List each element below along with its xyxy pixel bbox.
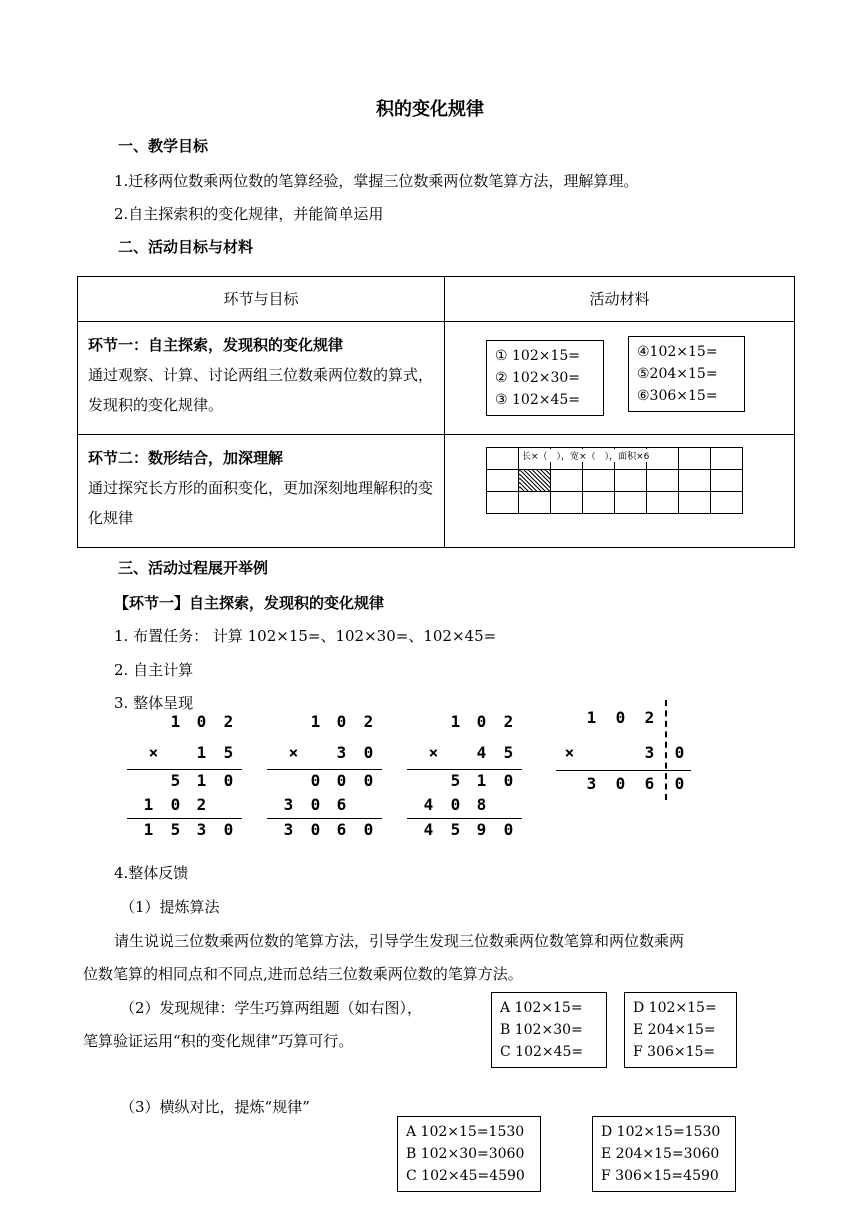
step-2: 2. 自主计算 (114, 661, 194, 679)
goal-item-2: 2.自主探索积的变化规律，并能简单运用 (114, 205, 384, 223)
equation: E 204×15=3060 (601, 1146, 720, 1162)
table-header-materials: 活动材料 (445, 277, 795, 322)
equation: ① 102×15= (495, 348, 580, 364)
feedback-2-text-a: （2）发现规律：学生巧算两组题（如右图）， (120, 999, 423, 1017)
equation: B 102×30=3060 (406, 1146, 525, 1162)
stage-1-title: 环节一：自主探索，发现积的变化规律 (88, 336, 344, 354)
step-1: 1. 布置任务： 计算 102×15=、102×30=、102×45= (114, 627, 497, 645)
feedback-3-heading: （3）横纵对比，提炼“规律” (120, 1098, 310, 1116)
dashed-divider (665, 700, 667, 800)
stage-2-title: 环节二：数形结合，加深理解 (88, 449, 284, 467)
result-box-abc (397, 1116, 541, 1192)
vertical-calc-shortcut: 1 0 2 × 3 0 3 0 6 0 (556, 708, 691, 803)
equation: D 102×15=1530 (601, 1124, 721, 1140)
table-header-stage: 环节与目标 (78, 277, 445, 322)
goal-item-1: 1.迁移两位数乘两位数的笔算经验，掌握三位数乘两位数笔算方法，理解算理。 (114, 172, 639, 190)
equation: E 204×15= (633, 1022, 716, 1038)
vertical-calc-3: 1 0 2 × 4 5 5 1 0 4 0 8 4 5 9 0 (407, 712, 522, 842)
feedback-1-heading: （1）提炼算法 (120, 898, 220, 916)
vertical-calc-2: 1 0 2 × 3 0 0 0 0 3 0 6 3 0 6 0 (267, 712, 382, 842)
result-box-def (592, 1116, 736, 1192)
feedback-2-text-b: 笔算验证运用“积的变化规律”巧算可行。 (83, 1032, 354, 1050)
feedback-1-text-b: 位数笔算的相同点和不同点,进而总结三位数乘两位数的笔算方法。 (83, 965, 523, 983)
equation: ④102×15= (637, 344, 718, 360)
equation: B 102×30= (500, 1022, 583, 1038)
equation: ⑥306×15= (637, 388, 718, 404)
equation: D 102×15= (633, 1000, 717, 1016)
materials-box-b (628, 336, 745, 412)
page-title: 积的变化规律 (376, 99, 484, 120)
equation: A 102×15= (500, 1000, 583, 1016)
stage-1-text: 通过观察、计算、讨论两组三位数乘两位数的算式，发现积的变化规律。 (88, 366, 434, 414)
equation: F 306×15=4590 (601, 1168, 719, 1184)
section-1-heading: 一、教学目标 (118, 137, 209, 155)
feedback-1-text-a: 请生说说三位数乘两位数的笔算方法，引导学生发现三位数乘两位数笔算和两位数乘两 (114, 932, 685, 950)
equation: ③ 102×45= (495, 392, 580, 408)
table-row-stage-2 (78, 435, 445, 548)
equation: C 102×45=4590 (406, 1168, 525, 1184)
materials-box-a (486, 340, 604, 416)
vertical-calc-1: 1 0 2 × 1 5 5 1 0 1 0 2 1 5 3 0 (127, 712, 242, 842)
section-2-heading: 二、活动目标与材料 (118, 238, 254, 256)
grid-label: 长×（ ），宽×（ ），面积×6 (520, 449, 651, 462)
hatched-cell (519, 470, 551, 492)
equation: F 306×15= (633, 1044, 716, 1060)
equation: A 102×15=1530 (406, 1124, 525, 1140)
equation-box-abc (491, 992, 607, 1068)
section-4-heading: 4.整体反馈 (114, 864, 189, 882)
table-row-stage-1 (78, 322, 445, 435)
section-3-heading: 三、活动过程展开举例 (118, 559, 269, 577)
equation: ⑤204×15= (637, 366, 718, 382)
stage-1-subheading: 【环节一】自主探索，发现积的变化规律 (114, 594, 385, 612)
equation: ② 102×30= (495, 370, 580, 386)
step-3: 3. 整体呈现 (114, 694, 194, 712)
equation-box-def (624, 992, 737, 1068)
equation: C 102×45= (500, 1044, 584, 1060)
stage-2-text: 通过探究长方形的面积变化，更加深刻地理解积的变化规律 (88, 479, 434, 527)
